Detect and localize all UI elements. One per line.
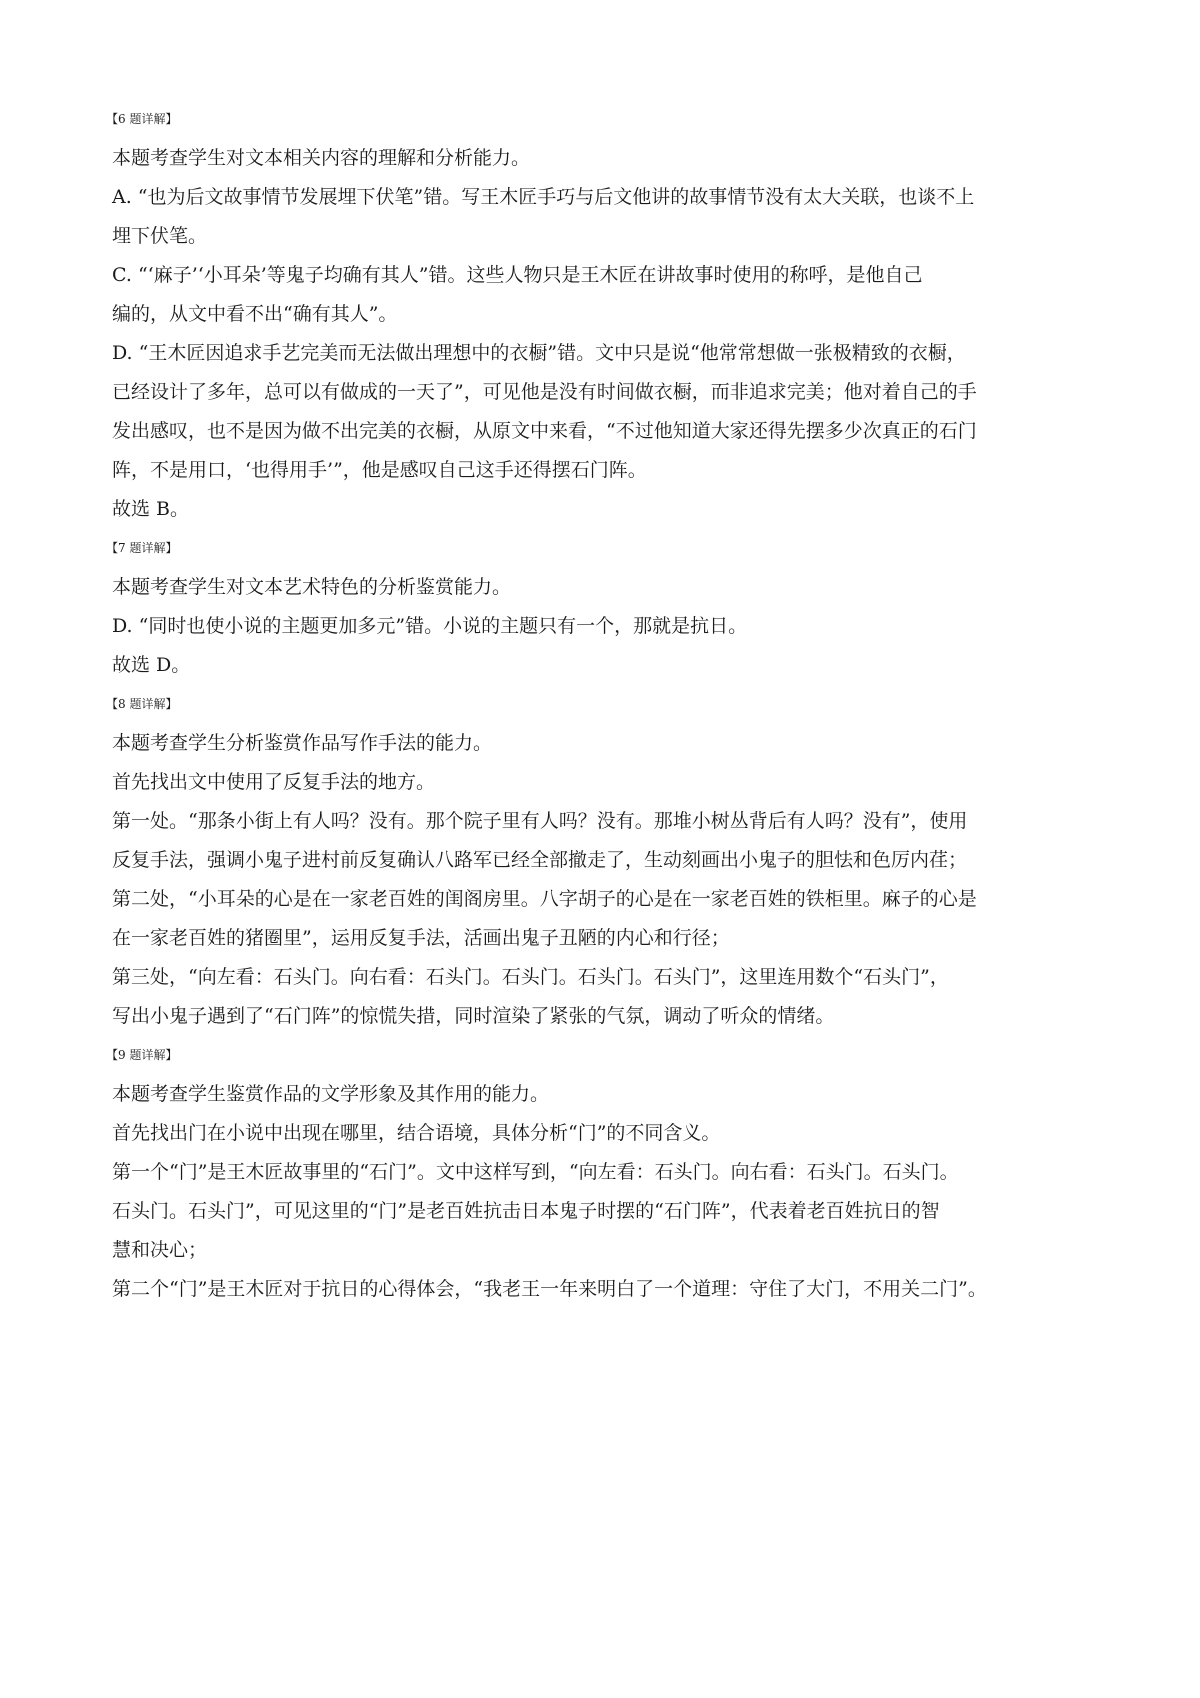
document-body: [106, 100, 1092, 1309]
text-line: 第一处。“那条小街上有人吗？没有。那个院子里有人吗？没有。那堆小树丛背后有人吗？没有”，使用: [112, 810, 968, 832]
text-line: 第二处，“小耳朵的心是在一家老百姓的闺阁房里。八字胡子的心是在一家老百姓的铁柜里。麻子的心是: [112, 888, 977, 910]
text-line: 故选 B。: [112, 498, 190, 520]
text-line: 已经设计了多年，总可以有做成的一天了”，可见他是没有时间做衣橱，而非追求完美；他对着自己的手: [112, 381, 977, 403]
text-line: 在一家老百姓的猪圈里”，运用反复手法，活画出鬼子丑陋的内心和行径；: [112, 927, 730, 949]
section-heading: 【6 题详解】: [106, 112, 178, 126]
text-line: 故选 D。: [112, 654, 191, 676]
text-line: D. “同时也使小说的主题更加多元”错。小说的主题只有一个，那就是抗日。: [112, 615, 748, 637]
text-line: 编的，从文中看不出“确有其人”。: [112, 303, 398, 325]
text-line: 本题考查学生对文本相关内容的理解和分析能力。: [112, 147, 531, 169]
text-line: 埋下伏笔。: [112, 225, 208, 247]
text-line: 反复手法，强调小鬼子进村前反复确认八路军已经全部撤走了，生动刻画出小鬼子的胆怯和色厉内荏；: [112, 849, 968, 871]
text-line: 慧和决心；: [112, 1239, 208, 1261]
text-line: 首先找出门在小说中出现在哪里，结合语境，具体分析“门”的不同含义。: [112, 1122, 721, 1144]
section-heading: 【9 题详解】: [106, 1048, 178, 1062]
text-line: 石头门。石头门”，可见这里的“门”是老百姓抗击日本鬼子时摆的“石门阵”，代表着老百姓抗日的智: [112, 1200, 940, 1222]
text-line: 第二个“门”是王木匠对于抗日的心得体会，“我老王一年来明白了一个道理：守住了大门，不用关二门”。: [112, 1278, 987, 1300]
section-heading: 【7 题详解】: [106, 541, 178, 555]
text-line: 阵，不是用口，‘也得用手’”，他是感叹自己这手还得摆石门阵。: [112, 459, 647, 481]
text-line: 本题考查学生鉴赏作品的文学形象及其作用的能力。: [112, 1083, 550, 1105]
section-heading: 【8 题详解】: [106, 697, 178, 711]
text-line: 本题考查学生对文本艺术特色的分析鉴赏能力。: [112, 576, 512, 598]
text-line: 首先找出文中使用了反复手法的地方。: [112, 771, 436, 793]
text-line: A. “也为后文故事情节发展埋下伏笔”错。写王木匠手巧与后文他讲的故事情节没有太大关联，也谈不上: [112, 186, 975, 208]
text-line: 写出小鬼子遇到了“石门阵”的惊慌失措，同时渲染了紧张的气氛，调动了听众的情绪。: [112, 1005, 835, 1027]
text-line: 本题考查学生分析鉴赏作品写作手法的能力。: [112, 732, 493, 754]
text-line: 发出感叹，也不是因为做不出完美的衣橱，从原文中来看，“不过他知道大家还得先摆多少次真正的石门: [112, 420, 977, 442]
text-line: D. “王木匠因追求手艺完美而无法做出理想中的衣橱”错。文中只是说“他常常想做一张极精致的衣橱，: [112, 342, 966, 364]
text-line: 第一个“门”是王木匠故事里的“石门”。文中这样写到，“向左看：石头门。向右看：石头门。石头门。: [112, 1161, 959, 1183]
text-line: 第三处，“向左看：石头门。向右看：石头门。石头门。石头门。石头门”，这里连用数个“石头门”，: [112, 966, 949, 988]
text-line: C. “‘麻子’‘小耳朵’等鬼子均确有其人”错。这些人物只是王木匠在讲故事时使用的称呼，是他自己: [112, 264, 923, 286]
